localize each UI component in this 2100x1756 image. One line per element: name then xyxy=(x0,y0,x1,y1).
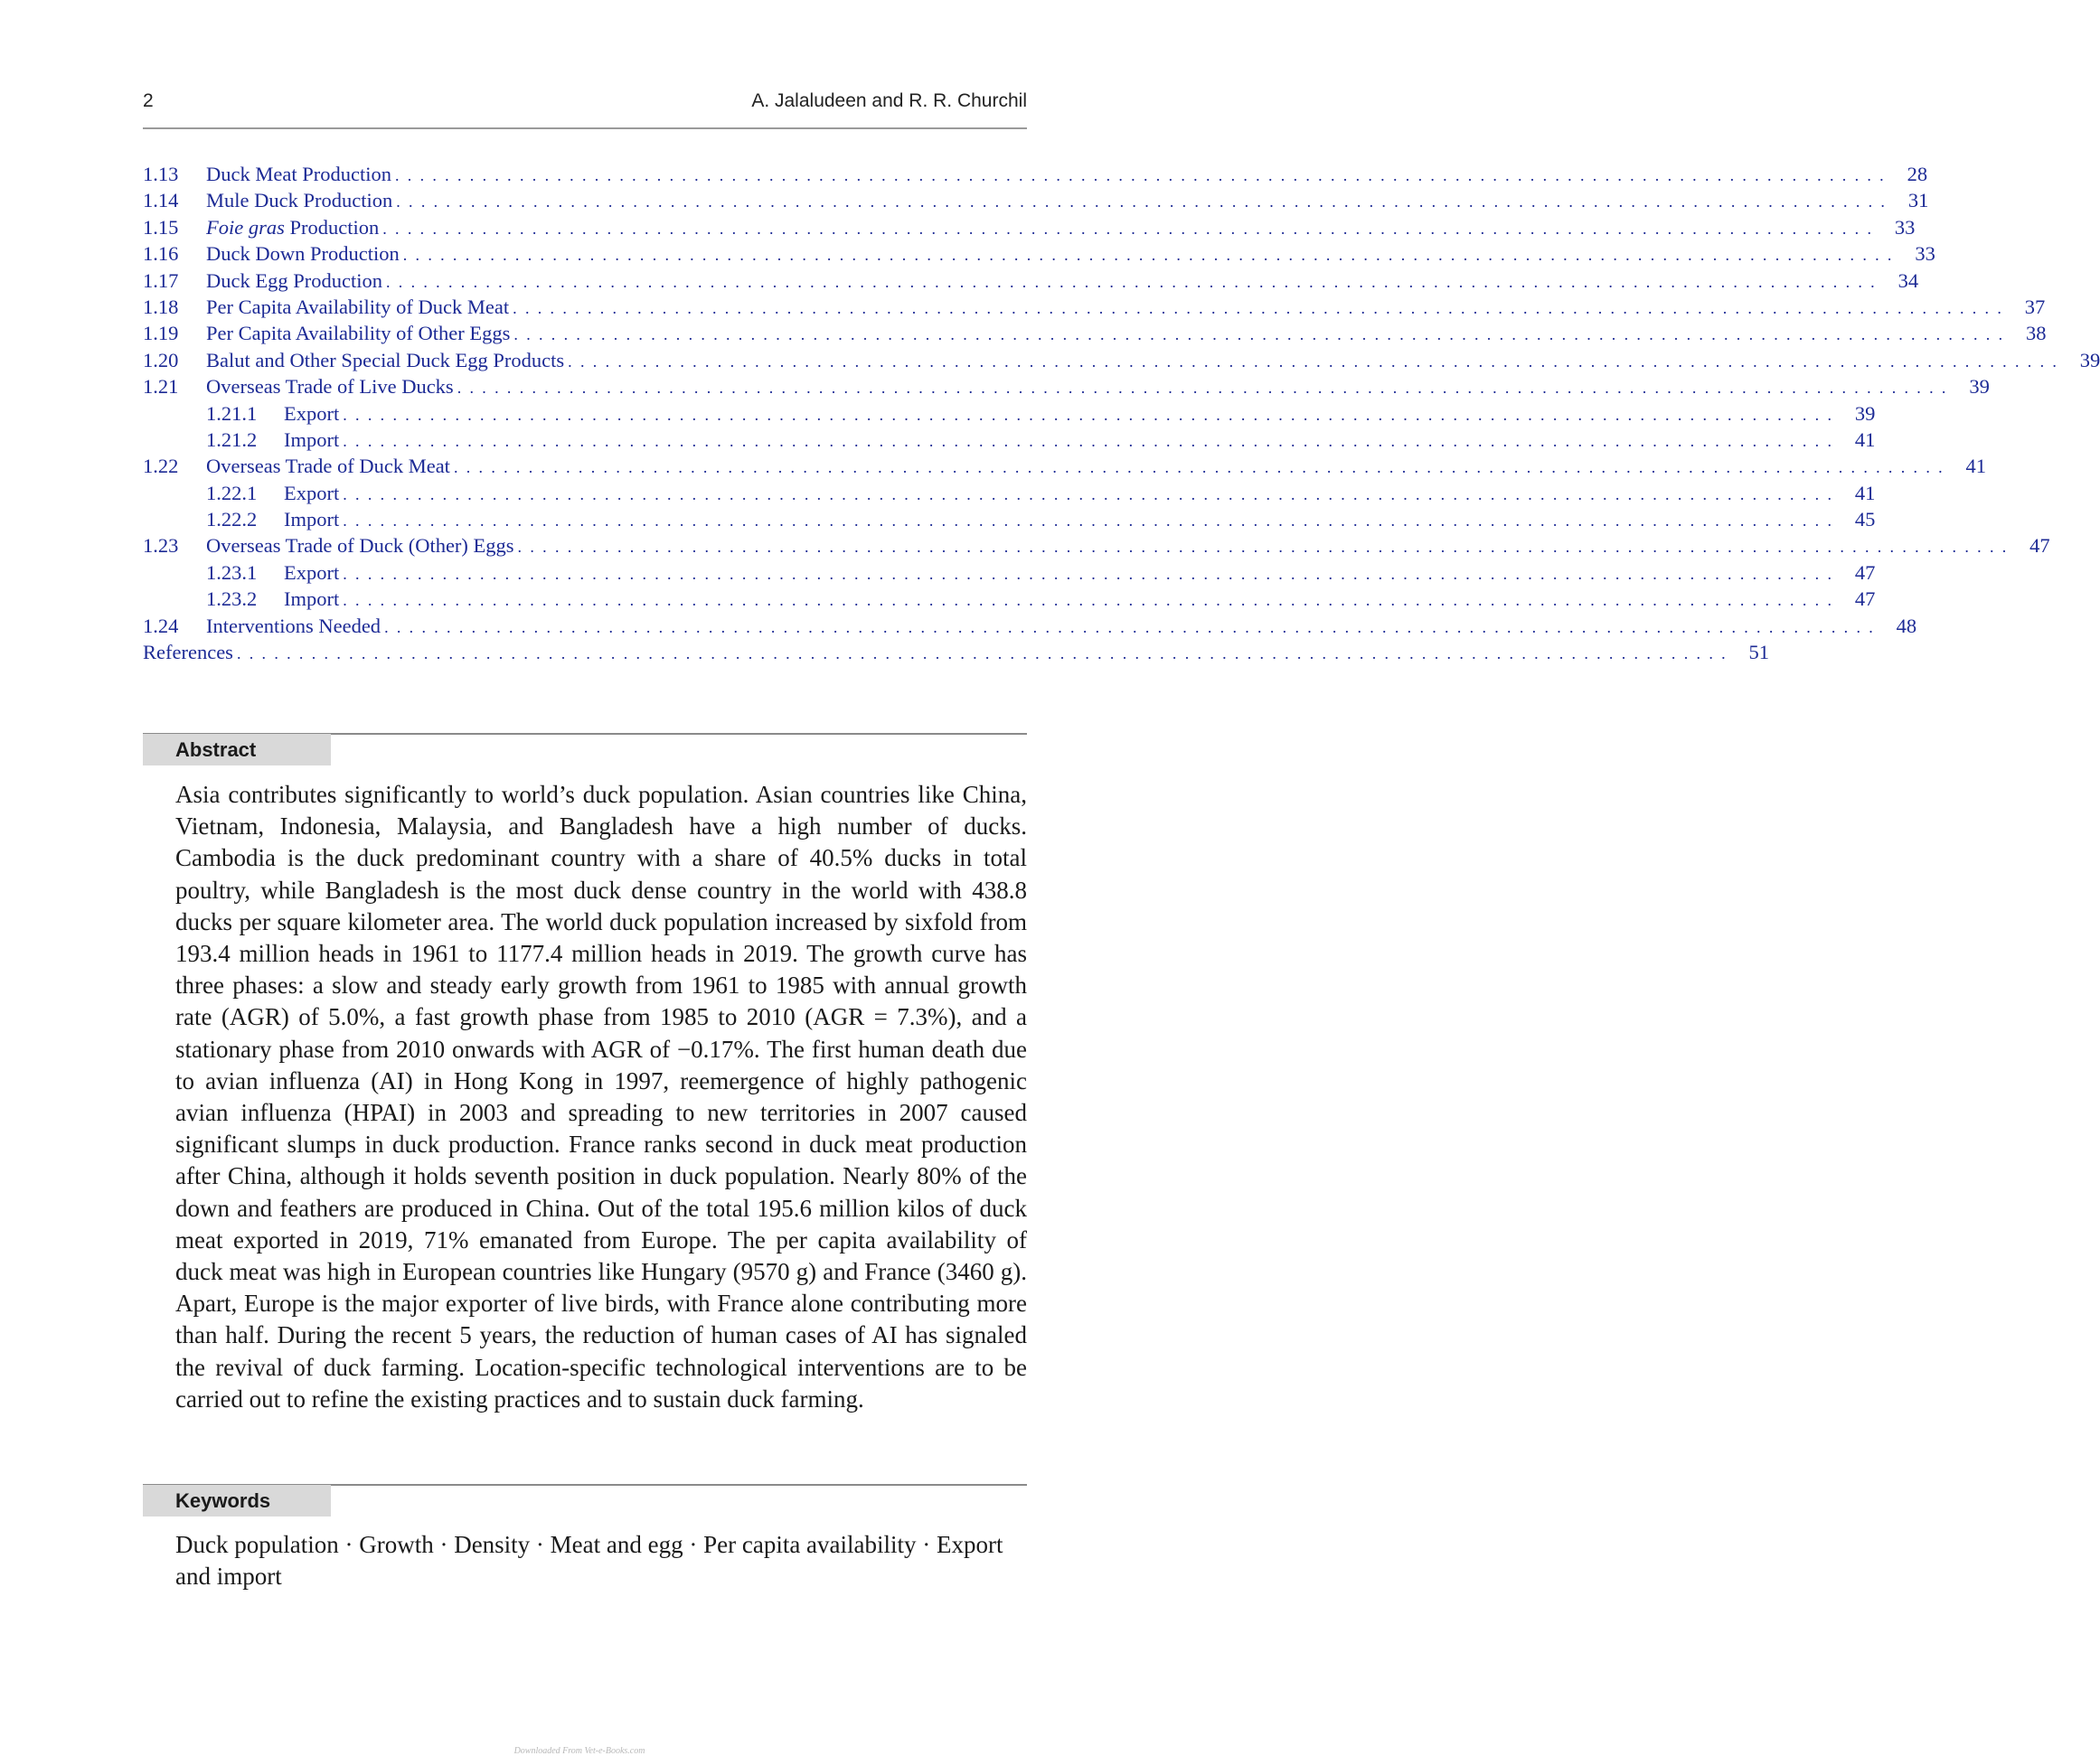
toc-entry-page: 48 xyxy=(1896,614,1917,637)
toc-entry-title xyxy=(143,639,237,665)
toc-entry-title-text: Interventions Needed xyxy=(206,614,381,637)
toc-entry[interactable] xyxy=(143,480,1876,506)
toc-entry-title-text: Duck Egg Production xyxy=(206,268,382,292)
toc-leader-dots: . . . . . . . . . . . . . . . . . . . . . . . . . . . . . . . . . . . . . . . . . . . . . . . . . . . . . . . . . . . . . . . . . . . . . . . . . . . . . . . . . . . . . . . . . . . . . . . . . . . . . . . . . . . . . . . . . . . . . . . . xyxy=(384,617,1876,636)
toc-entry-title-text: Duck Meat Production xyxy=(206,163,391,185)
toc-entry[interactable] xyxy=(143,427,1876,453)
toc-leader-dots: . . . . . . . . . . . . . . . . . . . . . . . . . . . . . . . . . . . . . . . . . . . . . . . . . . . . . . . . . . . . . . . . . . . . . . . . . . . . . . . . . . . . . . . . . . . . . . . . . . . . . . . . . . . . . . . . . . . . . . . . xyxy=(343,431,1834,450)
abstract-heading xyxy=(143,734,331,765)
toc-leader-dots: . . . . . . . . . . . . . . . . . . . . . . . . . . . . . . . . . . . . . . . . . . . . . . . . . . . . . . . . . . . . . . . . . . . . . . . . . . . . . . . . . . . . . . . . . . . . . . . . . . . . . . . . . . . . . . . . . . . . . . . . xyxy=(236,644,1728,663)
toc-leader-dots: . . . . . . . . . . . . . . . . . . . . . . . . . . . . . . . . . . . . . . . . . . . . . . . . . . . . . . . . . . . . . . . . . . . . . . . . . . . . . . . . . . . . . . . . . . . . . . . . . . . . . . . . . . . . . . . . . . . . . . . . xyxy=(343,512,1834,531)
header-rule xyxy=(143,127,1027,129)
toc-entry-title xyxy=(206,347,568,373)
toc-leader-dots: . . . . . . . . . . . . . . . . . . . . . . . . . . . . . . . . . . . . . . . . . . . . . . . . . . . . . . . . . . . . . . . . . . . . . . . . . . . . . . . . . . . . . . . . . . . . . . . . . . . . . . . . . . . . . . . . . . . . . . . . xyxy=(517,538,2009,557)
toc-leader-dots: . . . . . . . . . . . . . . . . . . . . . . . . . . . . . . . . . . . . . . . . . . . . . . . . . . . . . . . . . . . . . . . . . . . . . . . . . . . . . . . . . . . . . . . . . . . . . . . . . . . . . . . . . . . . . . . . . . . . . . . . xyxy=(453,458,1945,477)
toc-entry-title-text: Duck Down Production xyxy=(206,242,400,266)
toc-entry-page: 33 xyxy=(1915,242,1935,266)
toc-entry[interactable] xyxy=(143,453,1987,479)
toc-entry-title xyxy=(206,532,518,559)
toc-entry-number: 1.23.2 xyxy=(206,587,258,611)
page-number: 2 xyxy=(143,90,154,111)
toc-entry[interactable] xyxy=(143,214,1916,240)
toc-entry-number: 1.23 xyxy=(143,534,179,558)
toc-entry-title xyxy=(206,613,384,639)
toc-entry-number: 1.21.2 xyxy=(206,427,258,451)
toc-entry[interactable] xyxy=(143,586,1876,612)
table-of-contents xyxy=(143,161,2100,665)
toc-entry-number: 1.19 xyxy=(143,322,179,345)
toc-entry[interactable] xyxy=(143,240,1935,267)
toc-entry-title xyxy=(284,586,343,612)
running-header xyxy=(143,90,1027,121)
keywords-heading-text: Keywords xyxy=(175,1489,271,1512)
toc-entry[interactable] xyxy=(143,294,2046,320)
toc-entry-number: 1.18 xyxy=(143,295,179,318)
keywords-text: Duck population · Growth · Density · Meat and egg · Per capita availability · Export and import xyxy=(175,1531,1003,1591)
toc-entry[interactable] xyxy=(143,559,1876,586)
toc-entry[interactable] xyxy=(143,161,1928,187)
abstract-text: Asia contributes significantly to world’s duck population. Asian countries like China, Vietnam, Indonesia, Malaysia, and Bangladesh have a high number of ducks. Cambodia is the duck predominant country with a share of 40.5% ducks in total poultry, while Bangladesh is the most duck dense country in the world with 438.8 ducks per square kilometer area. The world duck population increased by sixfold from 193.4 million heads in 1961 to 1177.4 million heads in 2019. The growth curve has three phases: a slow and steady early growth from 1961 to 1985 with annual growth rate (AGR) of 5.0%, a fast growth phase from 1985 to 2010 (AGR = 7.3%), and a stationary phase from 2010 onwards with AGR of −0.17%. The first human death due to avian influenza (AI) in Hong Kong in 1997, reemergence of highly pathogenic avian influenza (HPAI) in 2003 and spreading to new territories in 2007 caused significant slumps in duck production. France ranks second in duck meat production after China, although it holds seventh position in duck population. Nearly 80% of the down and feathers are produced in China. Out of the total 195.6 million kilos of duck meat exported in 2019, 71% emanated from Europe. The per capita availability of duck meat was high in European countries like Hungary (9570 g) and France (3460 g). Apart, Europe is the major exporter of live birds, with France alone contributing more than half. During the recent 5 years, the reduction of human cases of AI has signaled the revival of duck farming. Location-specific technological interventions are to be carried out to refine the existing practices and to sustain duck farming. xyxy=(175,781,1027,1413)
toc-entry-number: 1.15 xyxy=(143,215,179,239)
running-header-authors: A. Jalaludeen and R. R. Churchil xyxy=(751,90,1027,111)
toc-entry[interactable] xyxy=(143,320,2047,346)
toc-entry-page: 31 xyxy=(1907,189,1929,212)
toc-leader-dots: . . . . . . . . . . . . . . . . . . . . . . . . . . . . . . . . . . . . . . . . . . . . . . . . . . . . . . . . . . . . . . . . . . . . . . . . . . . . . . . . . . . . . . . . . . . . . . . . . . . . . . . . . . . . . . . . . . . . . . . . xyxy=(396,193,1888,211)
keywords-heading xyxy=(143,1485,331,1517)
toc-leader-dots: . . . . . . . . . . . . . . . . . . . . . . . . . . . . . . . . . . . . . . . . . . . . . . . . . . . . . . . . . . . . . . . . . . . . . . . . . . . . . . . . . . . . . . . . . . . . . . . . . . . . . . . . . . . . . . . . . . . . . . . . xyxy=(457,379,1948,398)
toc-leader-dots: . . . . . . . . . . . . . . . . . . . . . . . . . . . . . . . . . . . . . . . . . . . . . . . . . . . . . . . . . . . . . . . . . . . . . . . . . . . . . . . . . . . . . . . . . . . . . . . . . . . . . . . . . . . . . . . . . . . . . . . . xyxy=(382,219,1874,238)
toc-entry-page: 38 xyxy=(2026,322,2047,345)
toc-entry-page: 41 xyxy=(1854,427,1876,451)
footer-watermark: Downloaded From Vet-e-Books.com xyxy=(513,1746,645,1756)
toc-entry-page: 47 xyxy=(1854,587,1876,611)
toc-entry[interactable] xyxy=(143,639,1770,665)
toc-entry-number: 1.24 xyxy=(143,614,179,637)
toc-entry-page: 34 xyxy=(1898,268,1919,292)
toc-entry-title-text: Mule Duck Production xyxy=(206,189,393,212)
toc-entry-title-text: Import xyxy=(284,587,340,611)
toc-leader-dots: . . . . . . . . . . . . . . . . . . . . . . . . . . . . . . . . . . . . . . . . . . . . . . . . . . . . . . . . . . . . . . . . . . . . . . . . . . . . . . . . . . . . . . . . . . . . . . . . . . . . . . . . . . . . . . . . . . . . . . . . xyxy=(343,484,1834,503)
toc-entry-page: 51 xyxy=(1748,641,1770,664)
toc-entry-title xyxy=(206,294,513,320)
toc-entry-number: 1.21 xyxy=(143,375,179,399)
abstract-heading-text: Abstract xyxy=(175,738,257,761)
toc-entry-title-text: Export xyxy=(284,560,340,584)
toc-entry-page: 47 xyxy=(2029,534,2050,558)
toc-entry-number: 1.22.2 xyxy=(206,508,258,531)
toc-entry[interactable] xyxy=(143,373,1990,399)
toc-entry-title-text: Per Capita Availability of Duck Meat xyxy=(206,295,510,318)
toc-entry[interactable] xyxy=(143,187,1929,213)
toc-entry-title xyxy=(206,214,382,240)
toc-leader-dots: . . . . . . . . . . . . . . . . . . . . . . . . . . . . . . . . . . . . . . . . . . . . . . . . . . . . . . . . . . . . . . . . . . . . . . . . . . . . . . . . . . . . . . . . . . . . . . . . . . . . . . . . . . . . . . . . . . . . . . . . xyxy=(402,246,1894,265)
toc-leader-dots: . . . . . . . . . . . . . . . . . . . . . . . . . . . . . . . . . . . . . . . . . . . . . . . . . . . . . . . . . . . . . . . . . . . . . . . . . . . . . . . . . . . . . . . . . . . . . . . . . . . . . . . . . . . . . . . . . . . . . . . . xyxy=(513,298,2004,317)
toc-entry-title-text: Overseas Trade of Duck Meat xyxy=(206,455,450,478)
toc-entry-page: 41 xyxy=(1965,455,1987,478)
toc-entry[interactable] xyxy=(143,506,1876,532)
toc-entry-title xyxy=(284,506,343,532)
toc-leader-dots: . . . . . . . . . . . . . . . . . . . . . . . . . . . . . . . . . . . . . . . . . . . . . . . . . . . . . . . . . . . . . . . . . . . . . . . . . . . . . . . . . . . . . . . . . . . . . . . . . . . . . . . . . . . . . . . . . . . . . . . . xyxy=(568,352,2059,371)
toc-entry-title xyxy=(284,400,343,427)
toc-entry[interactable] xyxy=(143,347,2100,373)
toc-entry-number: 1.13 xyxy=(143,163,179,185)
toc-leader-dots: . . . . . . . . . . . . . . . . . . . . . . . . . . . . . . . . . . . . . . . . . . . . . . . . . . . . . . . . . . . . . . . . . . . . . . . . . . . . . . . . . . . . . . . . . . . . . . . . . . . . . . . . . . . . . . . . . . . . . . . . xyxy=(343,564,1834,583)
toc-entry-title xyxy=(206,187,396,213)
toc-entry-page: 33 xyxy=(1894,215,1916,239)
toc-entry-title-text: Overseas Trade of Duck (Other) Eggs xyxy=(206,534,514,558)
toc-entry-title xyxy=(206,161,395,187)
toc-leader-dots: . . . . . . . . . . . . . . . . . . . . . . . . . . . . . . . . . . . . . . . . . . . . . . . . . . . . . . . . . . . . . . . . . . . . . . . . . . . . . . . . . . . . . . . . . . . . . . . . . . . . . . . . . . . . . . . . . . . . . . . . xyxy=(513,325,2005,344)
toc-entry-page: 28 xyxy=(1907,163,1928,185)
toc-entry-page: 37 xyxy=(2024,295,2046,318)
toc-entry-title xyxy=(206,453,454,479)
toc-entry-title-text: Overseas Trade of Live Ducks xyxy=(206,375,454,399)
toc-entry-title-text: Per Capita Availability of Other Eggs xyxy=(206,322,511,345)
toc-entry-page: 47 xyxy=(1854,560,1876,584)
toc-leader-dots: . . . . . . . . . . . . . . . . . . . . . . . . . . . . . . . . . . . . . . . . . . . . . . . . . . . . . . . . . . . . . . . . . . . . . . . . . . . . . . . . . . . . . . . . . . . . . . . . . . . . . . . . . . . . . . . . . . . . . . . . xyxy=(343,591,1834,610)
toc-entry-title xyxy=(206,320,513,346)
toc-entry-title xyxy=(284,480,343,506)
toc-entry-number: 1.16 xyxy=(143,242,179,266)
toc-leader-dots: . . . . . . . . . . . . . . . . . . . . . . . . . . . . . . . . . . . . . . . . . . . . . . . . . . . . . . . . . . . . . . . . . . . . . . . . . . . . . . . . . . . . . . . . . . . . . . . . . . . . . . . . . . . . . . . . . . . . . . . . xyxy=(394,166,1887,184)
toc-entry-title-text: Production xyxy=(284,215,380,239)
toc-entry-title-text: Export xyxy=(284,481,340,504)
toc-entry[interactable] xyxy=(143,613,1917,639)
toc-entry-page: 39 xyxy=(1969,375,1990,399)
toc-entry-title-text: Export xyxy=(284,401,340,425)
toc-entry-title xyxy=(206,373,457,399)
toc-entry-title-text: Import xyxy=(284,427,340,451)
toc-entry-number: 1.23.1 xyxy=(206,560,258,584)
toc-leader-dots: . . . . . . . . . . . . . . . . . . . . . . . . . . . . . . . . . . . . . . . . . . . . . . . . . . . . . . . . . . . . . . . . . . . . . . . . . . . . . . . . . . . . . . . . . . . . . . . . . . . . . . . . . . . . . . . . . . . . . . . . xyxy=(385,272,1878,291)
toc-entry-page: 39 xyxy=(1854,401,1876,425)
toc-entry-title-text: Balut and Other Special Duck Egg Products xyxy=(206,348,565,371)
toc-entry-number: 1.17 xyxy=(143,268,179,292)
toc-entry-number: 1.21.1 xyxy=(206,401,258,425)
toc-entry-number: 1.14 xyxy=(143,189,179,212)
toc-entry-page: 41 xyxy=(1854,481,1876,504)
toc-entry-title-italic: Foie gras xyxy=(206,215,285,239)
toc-entry-title xyxy=(284,427,343,453)
toc-entry-title xyxy=(206,268,386,294)
toc-entry[interactable] xyxy=(143,268,1919,294)
toc-entry[interactable] xyxy=(143,532,2050,559)
toc-entry-page: 45 xyxy=(1854,508,1876,531)
toc-entry[interactable] xyxy=(143,400,1876,427)
toc-entry-title-text: Import xyxy=(284,508,340,531)
toc-entry-number: 1.22 xyxy=(143,455,179,478)
toc-leader-dots: . . . . . . . . . . . . . . . . . . . . . . . . . . . . . . . . . . . . . . . . . . . . . . . . . . . . . . . . . . . . . . . . . . . . . . . . . . . . . . . . . . . . . . . . . . . . . . . . . . . . . . . . . . . . . . . . . . . . . . . . xyxy=(343,405,1834,424)
toc-entry-number: 1.20 xyxy=(143,348,179,371)
toc-entry-title xyxy=(206,240,403,267)
toc-entry-number: 1.22.1 xyxy=(206,481,258,504)
toc-entry-title xyxy=(284,559,343,586)
toc-entry-title-text: References xyxy=(143,641,233,664)
toc-entry-page: 39 xyxy=(2079,348,2100,371)
